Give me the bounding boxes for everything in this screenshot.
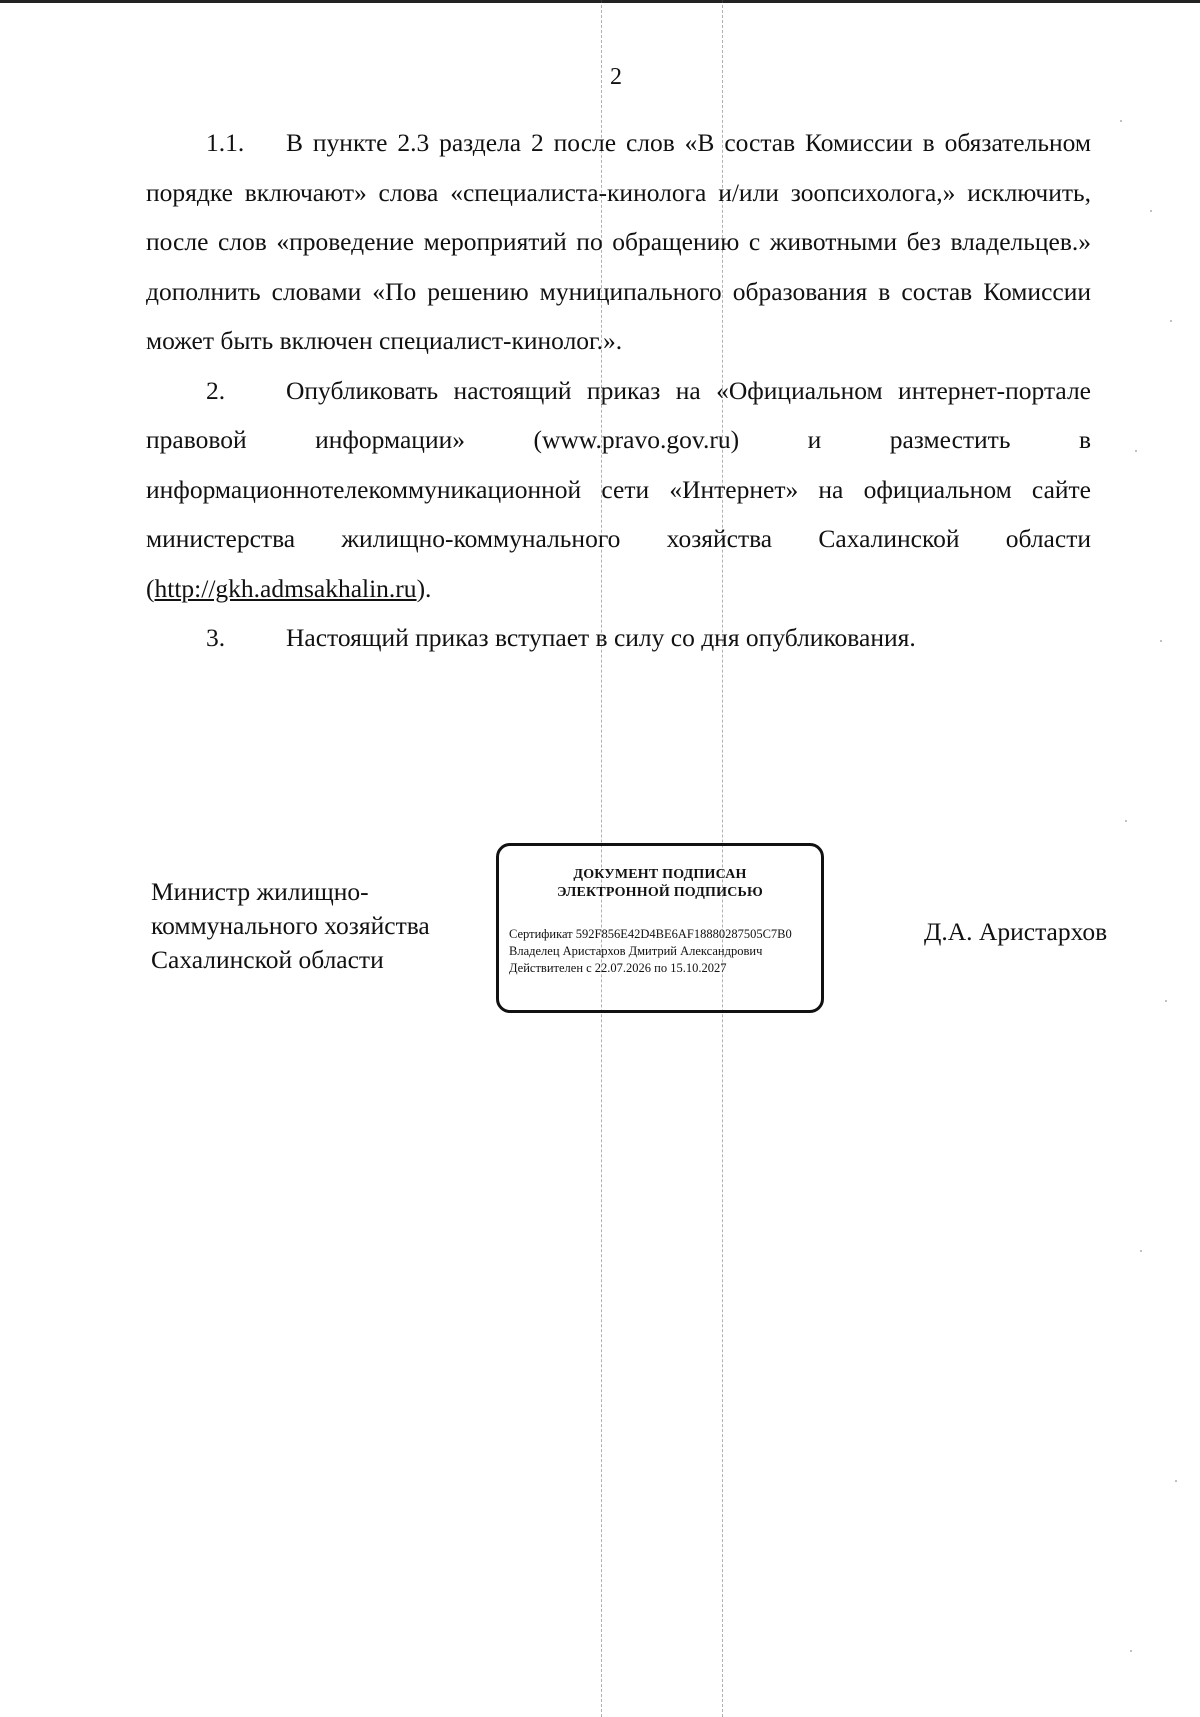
stamp-heading bbox=[499, 866, 821, 902]
signer-position bbox=[151, 875, 491, 977]
paragraph-text: Опубликовать настоящий приказ на «Официальном интернет-портале правовой информации» (www.pravo.gov.ru) и разместить в информационнотелекоммуникационной сети «Интернет» на официальном сайте министерства жилищно-коммунального хозяйства Сахалинской области ( bbox=[146, 375, 1091, 603]
scan-speck bbox=[1175, 1480, 1177, 1482]
stamp-heading-line: ДОКУМЕНТ ПОДПИСАН bbox=[573, 867, 747, 882]
scan-speck bbox=[1140, 1250, 1142, 1252]
paragraph-3 bbox=[146, 613, 1091, 663]
scan-speck bbox=[1150, 210, 1152, 212]
paragraph-2 bbox=[146, 366, 1091, 614]
scan-speck bbox=[1135, 450, 1137, 452]
document-body bbox=[146, 118, 1091, 663]
scan-speck bbox=[1170, 320, 1172, 322]
paragraph-1-1 bbox=[146, 118, 1091, 366]
scan-speck bbox=[1130, 1650, 1132, 1652]
page-number: 2 bbox=[610, 64, 622, 90]
stamp-validity: Действителен с 22.07.2026 по 15.10.2027 bbox=[509, 961, 727, 975]
scan-speck bbox=[1160, 640, 1162, 642]
stamp-details bbox=[509, 926, 821, 977]
paragraph-number: 3. bbox=[206, 623, 226, 652]
signer-name: Д.А. Аристархов bbox=[924, 917, 1108, 946]
signer-position-line: Министр жилищно- bbox=[151, 877, 369, 906]
scan-speck bbox=[1120, 120, 1122, 122]
paragraph-text: Настоящий приказ вступает в силу со дня опубликования. bbox=[286, 623, 916, 652]
scan-speck bbox=[1165, 1000, 1167, 1002]
ministry-website-link[interactable]: http://gkh.admsakhalin.ru bbox=[154, 573, 417, 603]
signer-position-line: коммунального хозяйства bbox=[151, 911, 430, 940]
stamp-certificate: Сертификат 592F856E42D4BE6AF18880287505C7B0 bbox=[509, 927, 792, 941]
paragraph-number: 1.1. bbox=[206, 128, 245, 157]
paragraph-text-end: ). bbox=[416, 573, 432, 603]
paragraph-text: В пункте 2.3 раздела 2 после слов «В состав Комиссии в обязательном порядке включают» слова «специалиста-кинолога и/или зоопсихолога,» исключить, после слов «проведение мероприятий по обращению с животными без владельцев.» дополнить словами «По решению муниципального образования в состав Комиссии может быть включен специалист-кинолог.». bbox=[146, 128, 1091, 355]
signer-position-line: Сахалинской области bbox=[151, 945, 384, 974]
paragraph-number: 2. bbox=[206, 375, 226, 405]
stamp-owner: Владелец Аристархов Дмитрий Александрович bbox=[509, 944, 763, 958]
electronic-signature-stamp bbox=[496, 843, 824, 1013]
top-edge-rule bbox=[0, 0, 1200, 3]
scan-speck bbox=[1125, 820, 1127, 822]
stamp-heading-line: ЭЛЕКТРОННОЙ ПОДПИСЬЮ bbox=[557, 885, 763, 900]
